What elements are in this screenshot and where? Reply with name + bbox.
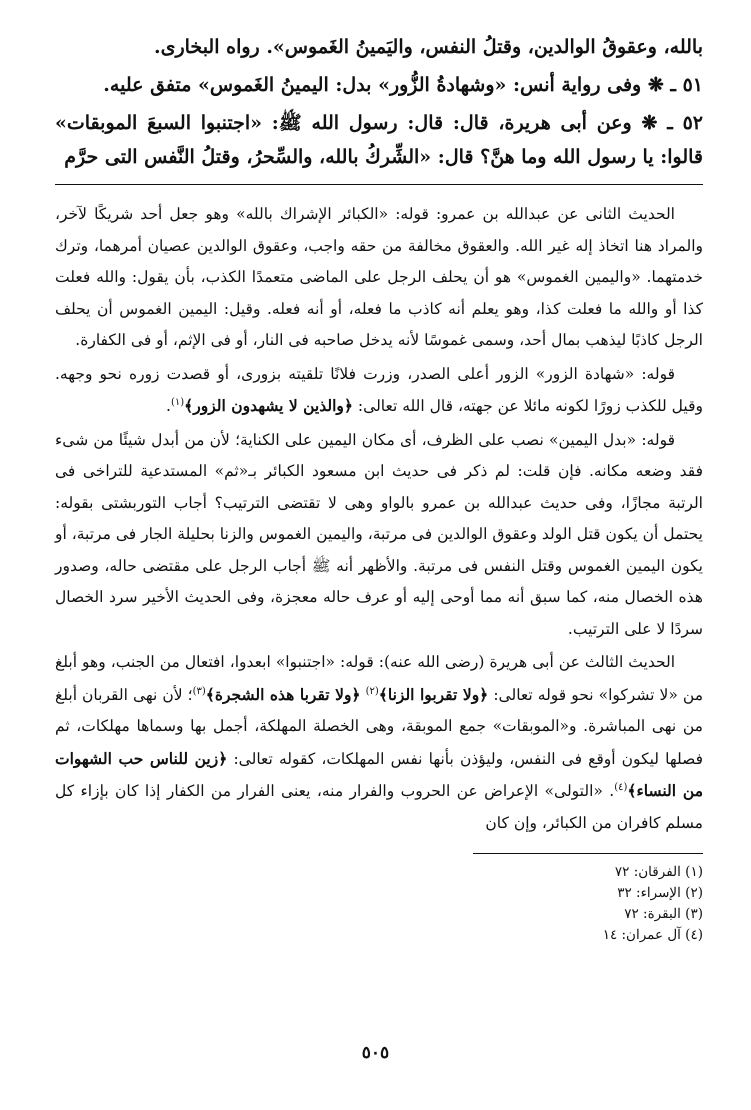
main-separator bbox=[55, 184, 703, 185]
commentary-4-text-b: ؛ لأن نهى القربان أبلغ من نهى المباشرة. و«الموبقات» جمع الموبقة، وهى الخصلة المهلكة، أجمل بها وسماها مهلكات، ثم فصلها ليكون أوقع فى النفس، وليؤذن بأنها نفس المهلكات، كقوله تعالى: bbox=[55, 685, 703, 768]
footnote-ref-1[interactable]: (١) bbox=[170, 396, 185, 408]
footnote-ref-4[interactable]: (٤) bbox=[614, 781, 628, 793]
footnote-4: (٤) آل عمران: ١٤ bbox=[602, 927, 703, 943]
hadith-51: ٥١ ـ ❋ وفى رواية أنس: «وشهادةُ الزُّور» بدل: اليمينُ الغَموس» متفق عليه. bbox=[103, 74, 703, 96]
hadith-line-continuation: بالله، وعقوقُ الوالدين، وقتلُ النفس، واليَمينُ الغَموس». رواه البخارى. bbox=[153, 36, 703, 58]
commentary-2-text: قوله: «شهادة الزور» الزور أعلى الصدر، وزرت فلانًا تلقيته بزورى، أو قصدت زوره نحو وجهه. وقيل للكذب زورًا لكونه مائلا عن جهته، قال الله تعالى: bbox=[55, 364, 703, 415]
commentary-paragraph-4 bbox=[55, 647, 703, 839]
footnote-separator bbox=[473, 853, 703, 854]
footnote-1: (١) الفرقان: ٧٢ bbox=[614, 864, 703, 880]
quran-quote-al-imran: ﴿زين للناس حب الشهوات من النساء﴾ bbox=[55, 748, 704, 800]
commentary-paragraph-1: الحديث الثانى عن عبدالله بن عمرو: قوله: «الكبائر الإشراك بالله» وهو جعل أحد شريكًا لآخر، والمراد هنا اتخاذ إله غير الله. والعقوق مخالفة من حقه واجب، وعقوق الوالدين عصيان أمرهما، وترك خدمتهما. «واليمين الغموس» هو أن يحلف الرجل على الماضى متعمدًا الكذب، بأن يقول: والله فعلت كذا أو والله ما فعلت كذا، وهو يعلم أنه كاذب ما فعله، أو أنه فعله. وقيل: اليمين الغموس أن يحلف الرجل كاذبًا ليذهب بمال أحد، وسمى غموسًا لأنه يدخل صاحبه فى النار، أو فى الإثم، أو فى الكفارة. bbox=[55, 205, 703, 349]
quran-quote-baqara: ﴿ولا تقربا هذه الشجرة﴾ bbox=[205, 684, 361, 704]
commentary-paragraph-3: قوله: «بدل اليمين» نصب على الظرف، أى مكان اليمين على الكناية؛ لأن من أبدل شيئًا من شىء فقد وضعه مكانه. فإن قلت: لم ذكر فى حديث ابن مسعود الكبائر بـ«ثم» المستدعية للتراخى فى الرتبة مجازًا، وفى حديث عبدالله بن عمرو بالواو وهى لا تقتضى الترتيب؟ أجاب التوربشتى بقوله: يحتمل أن يكون قتل الولد وعقوق الوالدين فى مرتبة، واليمين الغموس والزنا بحليلة الجار فى مرتبة، أو يكون اليمين الغموس وقتل النفس فى مرتبة. والأظهر أنه ﷺ أجاب الرجل على مقتضى حاله، وصدور هذه الخصال منه، كما سبق أنه مما أوحى إليه أو عرف حاله معجزة، وفى الحديث الأخير سرد الخصال سردًا لا على الترتيب. bbox=[55, 430, 703, 638]
page-body bbox=[55, 30, 703, 946]
commentary-paragraph-2: قوله: «شهادة الزور» الزور أعلى الصدر، وزرت فلانًا تلقيته بزورى، أو قصدت زوره نحو وجهه. وقيل للكذب زورًا لكونه مائلا عن جهته، قال الله تعالى: ﴿والذين لا يشهدون الزور﴾$^{(١)}$. bbox=[55, 364, 703, 415]
footnote-2: (٢) الإسراء: ٣٢ bbox=[617, 885, 703, 901]
quran-quote-isra: ﴿ولا تقربوا الزنا﴾ bbox=[378, 684, 489, 704]
page-number: ٥٠٥ bbox=[361, 1043, 390, 1063]
quran-quote-furqan: ﴿والذين لا يشهدون الزور﴾ bbox=[184, 396, 353, 415]
commentary-4-text-c: . «التولى» الإعراض عن الحروب والفرار منه، يعنى الفرار من الكفار إذا كان بإزاء كل مسلم كافران من الكبائر، وإن كان bbox=[55, 782, 703, 832]
footnote-ref-2[interactable]: (٢) bbox=[365, 685, 379, 697]
footnotes bbox=[55, 862, 703, 946]
hadith-52: ٥٢ ـ ❋ وعن أبى هريرة، قال: قال: رسول الله ﷺ: «اجتنبوا السبعَ الموبقات» قالوا: يا رسول الله وما هنَّ؟ قال: «الشِّركُ بالله، والسِّحرُ، وقتلُ النَّفس التى حرَّم bbox=[55, 112, 703, 168]
commentary-4-text-a: الحديث الثالث عن أبى هريرة (رضى الله عنه): قوله: «اجتنبوا» ابعدوا، افتعال من الجنب، وهو أبلغ من «لا تشركوا» نحو قوله تعالى: bbox=[55, 653, 704, 704]
footnote-ref-3[interactable]: (٣) bbox=[192, 685, 206, 697]
footnote-3: (٣) البقرة: ٧٢ bbox=[624, 906, 703, 922]
